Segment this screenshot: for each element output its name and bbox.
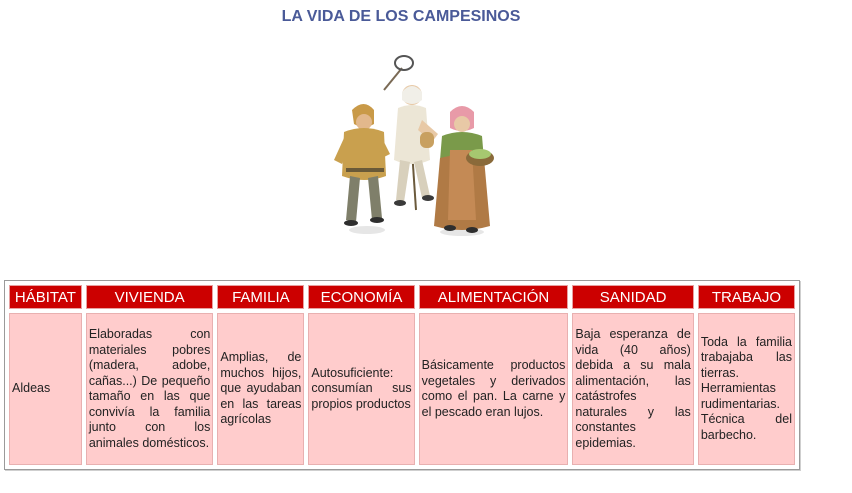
header-familia: FAMILIA	[217, 285, 304, 309]
cell-vivienda: Elaboradas con materiales pobres (madera, adobe, cañas...) De pequeño tamaño en las que convivía la familia junto con los animales domésticos.	[86, 313, 214, 465]
peasants-table	[4, 280, 800, 470]
page-title: LA VIDA DE LOS CAMPESINOS	[281, 8, 521, 25]
header-vivienda: VIVIENDA	[86, 285, 214, 309]
table-row	[9, 313, 795, 465]
cell-habitat: Aldeas	[9, 313, 82, 465]
header-sanidad: SANIDAD	[572, 285, 693, 309]
info-table	[5, 281, 799, 469]
cell-economia: Autosuficiente: consumían sus propios productos	[308, 313, 414, 465]
header-habitat: HÁBITAT	[9, 285, 82, 309]
cell-sanidad: Baja esperanza de vida (40 años) debida a su mala alimentación, las catástrofes naturales y las constantes epidemias.	[572, 313, 693, 465]
header-trabajo: TRABAJO	[698, 285, 795, 309]
header-row	[9, 285, 795, 309]
header-economia: ECONOMÍA	[308, 285, 414, 309]
cell-alimentacion: Básicamente productos vegetales y derivados como el pan. La carne y el pescado eran lujos.	[419, 313, 569, 465]
header-alimentacion: ALIMENTACIÓN	[419, 285, 569, 309]
cell-familia: Amplias, de muchos hijos, que ayudaban en las tareas agrícolas	[217, 313, 304, 465]
cell-trabajo: Toda la familia trabajaba las tierras. Herramientas rudimentarias. Técnica del barbecho.	[698, 313, 795, 465]
peasants-illustration	[322, 50, 502, 240]
